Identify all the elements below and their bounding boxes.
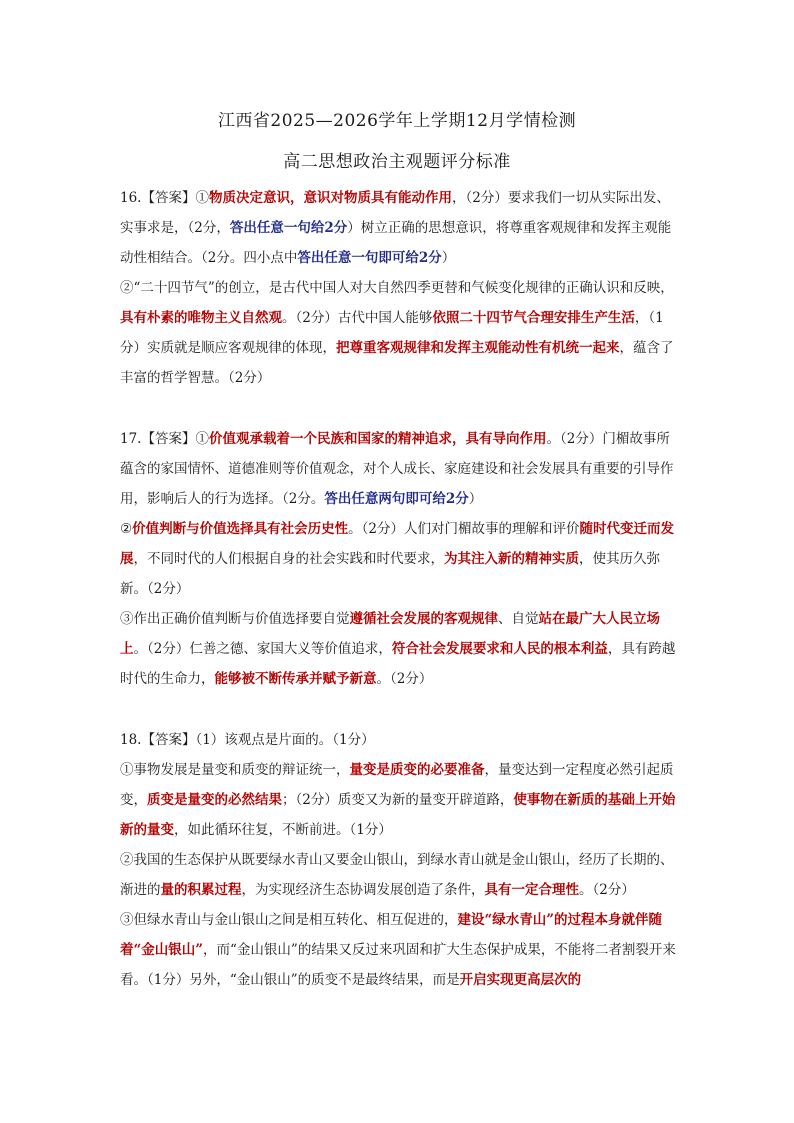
answer-text: ） xyxy=(468,491,483,507)
answer-text: 17.【答案】① xyxy=(120,431,209,447)
answer-text: 。（2分）仁善之德、家国大义等价值追求， xyxy=(133,641,392,657)
key-point-text: 站在最广大人民立场上 xyxy=(120,611,660,657)
answer-text: ③作出正确价值判断与价值选择要自觉 xyxy=(120,611,350,627)
answer-text: ② xyxy=(120,521,133,537)
key-point-text: 建设“绿水青山”的过程本身就伴随着“金山银山” xyxy=(120,912,663,958)
answer-text: ，而“金山银山”的结果又反过来巩固和扩大生态保护成果，不能将二者割裂开来看。（1分）另外，“金山银山”的质变不是最终结果，而是 xyxy=(120,942,676,988)
answer-text: ，（1分）实质就是顺应客观规律的体现， xyxy=(120,310,664,356)
key-point-text: 符合社会发展要求和人民的根本利益 xyxy=(391,641,608,657)
scoring-note-text: 答出任意一句即可给2分 xyxy=(297,250,442,266)
document-subtitle: 高二思想政治主观题评分标准 xyxy=(283,152,511,172)
answer-content xyxy=(120,183,680,995)
q16-point-1 xyxy=(120,183,680,273)
q18-opening xyxy=(120,725,680,755)
answer-text: ） xyxy=(441,250,456,266)
key-point-text: 具有朴素的唯物主义自然观 xyxy=(120,310,282,326)
key-point-text: 依照二十四节气合理安排生产生活 xyxy=(432,310,635,326)
answer-text: ）树立正确的思想意识，将尊重客观规律和发挥主观能动性相结合。（2分。四小点中 xyxy=(120,220,672,266)
answer-text: ，使其历久弥新。（2分） xyxy=(120,551,660,597)
key-point-text: 为其注入新的精神实质 xyxy=(444,551,579,567)
key-point-text: 质变是量变的必然结果 xyxy=(147,792,282,808)
scoring-note-text: 答出任意一句给2分 xyxy=(229,220,348,236)
answer-text: ；（2分）质变又为新的量变开辟道路， xyxy=(282,792,514,808)
answer-text: ，不同时代的人们根据自身的社会实践和时代要求， xyxy=(133,551,444,567)
q18-point-1 xyxy=(120,755,680,845)
answer-text: ，为实现经济生态协调发展创造了条件， xyxy=(241,882,485,898)
key-point-text: 把尊重客观规律和发挥主观能动性有机统一起来 xyxy=(336,340,620,356)
key-point-text: 价值观承载着一个民族和国家的精神追求，具有导向作用 xyxy=(208,431,547,447)
q17-point-1 xyxy=(120,424,680,514)
key-point-text: 具有一定合理性 xyxy=(484,882,579,898)
key-point-text: 量变是质变的必要准备 xyxy=(349,762,485,778)
answer-text: 16.【答案】① xyxy=(120,190,209,206)
q18-point-3 xyxy=(120,905,680,995)
key-point-text: 遵循社会发展的客观规律 xyxy=(349,611,498,627)
scoring-note-text: 答出任意两句即可给2分 xyxy=(324,491,469,507)
key-point-text: 随时代变迁而发展 xyxy=(120,521,674,567)
answer-text: 。（2分）人们对门楣故事的理解和评价 xyxy=(348,521,580,537)
answer-text: ，量变达到一定程度必然引起质变， xyxy=(120,762,674,808)
q16-point-2 xyxy=(120,273,680,393)
answer-text: ，（2分）要求我们一切从实际出发、实事求是，（2分， xyxy=(120,190,670,236)
answer-text: 、自觉 xyxy=(498,611,539,627)
spacer xyxy=(120,694,680,725)
answer-text: 。（2分）古代中国人能够 xyxy=(282,310,433,326)
answer-text: ②我国的生态保护从既要绿水青山又要金山银山，到绿水青山就是金山银山，经历了长期的、渐进的 xyxy=(120,852,674,898)
key-point-text: 使事物在新质的基础上开始新的量变 xyxy=(120,792,676,838)
key-point-text: 开启实现更高层次的 xyxy=(459,972,582,988)
answer-text: 。（2分） xyxy=(376,671,433,687)
q17-point-2 xyxy=(120,514,680,604)
key-point-text: 量的积累过程 xyxy=(160,882,242,898)
key-point-text: 物质决定意识，意识对物质具有能动作用 xyxy=(208,190,452,206)
answer-text: ，具有跨越时代的生命力， xyxy=(120,641,676,687)
document-title: 江西省2025—2026学年上学期12月学情检测 xyxy=(217,111,577,131)
answer-text: ，蕴含了丰富的哲学智慧。（2分） xyxy=(120,340,674,386)
answer-text: 18.【答案】（1）该观点是片面的。（1分） xyxy=(120,732,375,748)
key-point-text: 能够被不断传承并赋予新意 xyxy=(214,671,377,687)
spacer xyxy=(120,393,680,424)
answer-text: ①事物发展是量变和质变的辩证统一， xyxy=(120,762,350,778)
answer-text: ③但绿水青山与金山银山之间是相互转化、相互促进的， xyxy=(120,912,458,928)
key-point-text: 价值判断与价值选择具有社会历史性 xyxy=(132,521,349,537)
q18-point-2 xyxy=(120,845,680,905)
answer-text: 。（2分） xyxy=(579,882,635,898)
answer-text: ②“二十四节气”的创立，是古代中国人对大自然四季更替和气候变化规律的正确认识和反映， xyxy=(120,280,674,296)
answer-text: ，如此循环往复，不断前进。（1分） xyxy=(174,822,392,838)
answer-text: 。（2分）门楣故事所蕴含的家国情怀、道德准则等价值观念，对个人成长、家庭建设和社会发展具有重要的引导作用，影响后人的行为选择。（2分。 xyxy=(120,431,674,507)
q17-point-3 xyxy=(120,604,680,694)
